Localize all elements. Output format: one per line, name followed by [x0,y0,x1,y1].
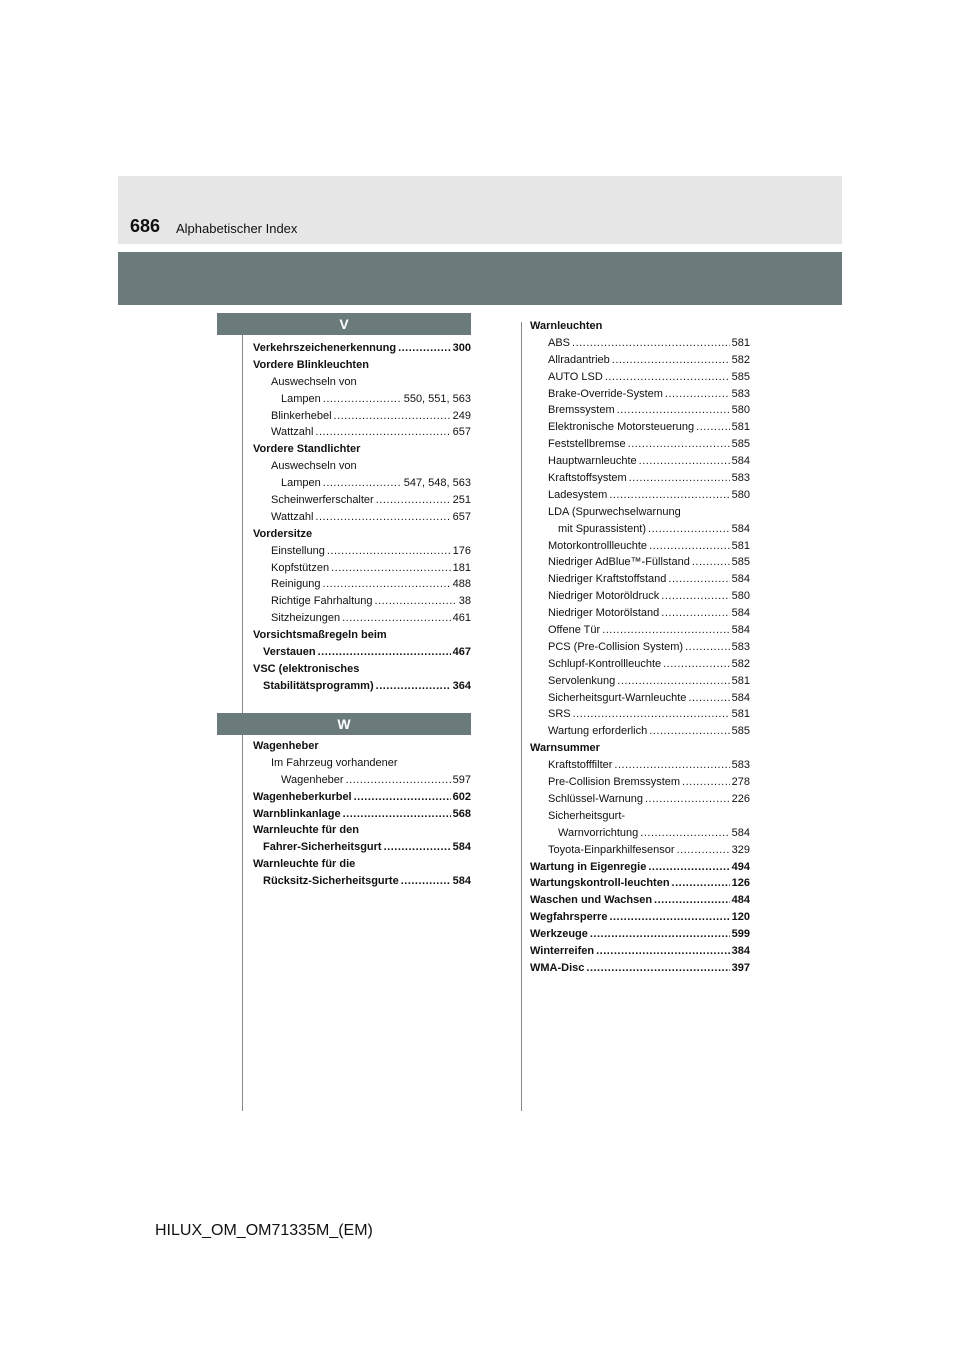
leader-dots [617,673,729,690]
leader-dots [323,576,451,593]
index-entry-page: 181 [452,561,471,574]
index-entry [530,842,750,859]
index-entry [530,588,750,605]
index-entry-term: Niedriger AdBlue™-Füllstand [548,556,690,569]
index-entry-term: Feststellbremse [548,438,626,451]
leader-dots [649,538,730,555]
index-entry [253,357,471,374]
index-entry-term: Auswechseln von [271,460,357,473]
leader-dots [586,960,729,977]
index-entry [530,706,750,723]
index-entry-term: Elektronische Motorsteuerung [548,421,695,434]
index-column-right [530,318,750,977]
index-entry [253,627,471,644]
index-entry [530,723,750,740]
index-entry-page: 585 [731,438,750,451]
leader-dots [572,335,730,352]
index-entry [530,926,750,943]
index-entry-term: Warnleuchte für den [253,824,359,837]
index-entry-term: Blinkerhebel [271,409,332,422]
index-entry [253,644,471,661]
index-entry-term: Auswechseln von [271,375,357,388]
index-entry-term: Niedriger Motorölstand [548,607,660,620]
index-entry [530,909,750,926]
leader-dots [342,610,451,627]
index-entry-term: Wartungskontroll-leuchten [530,877,670,890]
leader-dots [654,892,730,909]
index-entry-term: Wattzahl [271,510,314,523]
index-entry-page: 602 [452,790,471,803]
index-entry-page: 226 [731,792,750,805]
leader-dots [661,588,729,605]
leader-dots [668,571,729,588]
index-entry-term: Warnleuchten [530,320,603,332]
index-entry [253,441,471,458]
index-entry-page: 278 [731,776,750,789]
leader-dots [343,806,451,823]
leader-dots [640,825,729,842]
leader-dots [609,909,729,926]
section-banner [118,252,842,305]
leader-dots [346,772,451,789]
footer-code: HILUX_OM_OM71335M_(EM) [155,1222,373,1239]
index-entry-page: 657 [452,426,471,439]
index-entry-page: 585 [731,725,750,738]
index-entry [530,386,750,403]
index-entry [530,470,750,487]
index-entry-page: 384 [731,944,750,957]
index-entry-term: Wagenheberkurbel [253,790,352,803]
leader-dots [614,757,729,774]
index-entry-page: 176 [452,544,471,557]
index-entry [530,757,750,774]
index-entry-page: 581 [731,674,750,687]
index-entry-page: 583 [731,472,750,485]
index-entry-term: Warnblinkanlage [253,807,341,820]
index-entry-page: 584 [731,691,750,704]
index-entry [253,492,471,509]
leader-dots [334,408,451,425]
index-entry [530,943,750,960]
leader-dots [315,509,450,526]
index-entry-page: 581 [731,421,750,434]
leader-dots [323,475,402,492]
index-entry [530,335,750,352]
column-divider-right [521,322,522,1111]
index-entry [530,402,750,419]
index-entry [530,369,750,386]
index-entry-page: 580 [731,488,750,501]
index-entry-page: 584 [731,826,750,839]
index-entry-term: Lampen [281,477,321,490]
index-entry-page: 585 [731,556,750,569]
index-entry [530,318,750,335]
index-entry [530,571,750,588]
index-entry [530,673,750,690]
index-entry-term: WMA-Disc [530,961,585,974]
leader-dots [354,789,451,806]
index-entry-term: Vordersitze [253,527,313,540]
index-entry [530,791,750,808]
leader-dots [685,639,730,656]
index-entry-term: Kraftstoffsystem [548,472,627,485]
index-entry [253,543,471,560]
index-entry-page: 580 [731,404,750,417]
index-entry-term: Sicherheitsgurt-Warnleuchte [548,691,687,704]
index-entry-page: 584 [452,841,471,854]
leader-dots [692,554,730,571]
index-entry-term: Hauptwarnleuchte [548,455,637,468]
index-entry-page: 597 [452,773,471,786]
index-entry [253,873,471,890]
leader-dots [665,386,730,403]
leader-dots [375,593,457,610]
index-entry [530,774,750,791]
index-entry-term: Vordere Blinkleuchten [253,358,369,371]
index-entry-term: Reinigung [271,578,321,591]
index-entry-page: 467 [452,646,471,659]
leader-dots [609,487,729,504]
index-entry [253,408,471,425]
index-entry-term: Wagenheber [281,773,344,786]
leader-dots [590,926,730,943]
letter-header-w: W [217,713,471,735]
leader-dots [318,644,451,661]
index-entry [530,538,750,555]
index-entry-page: 584 [731,522,750,535]
leader-dots [331,560,451,577]
leader-dots [628,436,730,453]
index-entry [253,458,471,475]
leader-dots [612,352,730,369]
index-entry-term: Verkehrszeichenerkennung [253,342,397,354]
leader-dots [605,369,730,386]
index-entry [253,340,471,357]
index-entry-term: Schlüssel-Warnung [548,792,643,805]
index-entry-page: 581 [731,708,750,721]
index-entry [530,690,750,707]
index-entry-page: 582 [731,353,750,366]
index-entry-term: Richtige Fahrhaltung [271,595,373,608]
leader-dots [648,859,729,876]
index-entry-term: Warnleuchte für die [253,858,356,871]
index-entry [253,374,471,391]
page-number: 686 [130,216,161,236]
index-entry-term: Sitzheizungen [271,612,341,625]
index-entry-term: Niedriger Kraftstoffstand [548,573,667,586]
index-entry-page: 251 [452,494,471,507]
leader-dots [376,492,451,509]
index-entry-page: 547, 548, 563 [403,477,471,490]
index-entry [530,453,750,470]
index-entry [253,610,471,627]
index-entry-term: Im Fahrzeug vorhandener [271,756,398,769]
leader-dots [661,605,729,622]
index-entry-page: 585 [731,370,750,383]
leader-dots [617,402,730,419]
index-entry-page: 583 [731,640,750,653]
index-entry-page: 657 [452,510,471,523]
index-entry-term: Pre-Collision Bremssystem [548,776,681,789]
index-entry-term: Wagenheber [253,740,319,752]
index-entry [253,806,471,823]
index-entry [530,521,750,538]
index-entry-term: Sicherheitsgurt- [548,809,626,822]
index-entry-page: 584 [452,875,471,888]
index-entry-page: 126 [731,877,750,890]
leader-dots [648,521,730,538]
leader-dots [663,656,730,673]
index-entry-term: ABS [548,336,571,349]
index-entry-page: 397 [731,961,750,974]
index-entry-page: 584 [731,607,750,620]
index-entry-page: 583 [731,387,750,400]
index-entry-term: Winterreifen [530,944,595,957]
index-entry-term: Rücksitz-Sicherheitsgurte [263,875,399,888]
leader-dots [376,678,451,695]
index-entry [530,892,750,909]
index-entry-term: Ladesystem [548,488,608,501]
index-entry-page: 583 [731,759,750,772]
index-entry [530,740,750,757]
index-entry-term: Motorkontrollleuchte [548,539,648,552]
index-entry [253,391,471,408]
index-entry [530,859,750,876]
index-entry-term: SRS [548,708,571,721]
leader-dots [677,842,730,859]
index-entry-page: 484 [731,894,750,907]
leader-dots [688,690,729,707]
index-entry-term: Waschen und Wachsen [530,894,653,907]
index-entry-page: 584 [731,624,750,637]
index-entry-term: Servolenkung [548,674,616,687]
index-entry-page: 568 [452,807,471,820]
index-entry [253,678,471,695]
leader-dots [645,791,730,808]
index-entry-term: LDA (Spurwechselwarnung [548,505,681,518]
index-entry [253,576,471,593]
leader-dots [629,470,730,487]
index-entry-page: 584 [731,455,750,468]
leader-dots [323,391,402,408]
index-entry [530,419,750,436]
index-entry-term: Vordere Standlichter [253,443,361,456]
index-entry-term: AUTO LSD [548,370,603,383]
index-entry-term: Niedriger Motoröldruck [548,590,660,603]
index-entry-term: Wegfahrsperre [530,911,608,924]
index-entry [253,789,471,806]
index-entry-page: 329 [731,843,750,856]
index-entry-page: 488 [452,578,471,591]
index-entry-page: 300 [452,342,471,354]
leader-dots [602,622,729,639]
index-entry-page: 599 [731,928,750,941]
index-entry [253,593,471,610]
index-entry-term: Wartung erforderlich [548,725,648,738]
index-entry [530,808,750,825]
index-entry [253,526,471,543]
index-entry-term: Wattzahl [271,426,314,439]
index-entry [530,504,750,521]
index-entry [530,825,750,842]
index-entry-term: Lampen [281,392,321,405]
leader-dots [384,839,451,856]
index-entry [253,772,471,789]
index-entry-term: Verstauen [263,646,316,659]
index-entry-term: VSC (elektronisches [253,662,360,675]
index-entry [253,475,471,492]
leader-dots [672,875,730,892]
index-entry [530,487,750,504]
index-entry-term: Kopfstützen [271,561,330,574]
index-entry-page: 581 [731,539,750,552]
index-entry-term: Vorsichtsmaßregeln beim [253,629,387,642]
index-entry-term: Offene Tür [548,624,601,637]
index-entry-term: Fahrer-Sicherheitsgurt [263,841,382,854]
index-entry-page: 120 [731,911,750,924]
leader-dots [596,943,730,960]
index-entry-page: 580 [731,590,750,603]
leader-dots [649,723,729,740]
index-entry [253,822,471,839]
index-entry-page: 581 [731,336,750,349]
index-entry [253,839,471,856]
index-entry [530,352,750,369]
section-title: Alphabetischer Index [176,221,298,236]
index-entry-page: 364 [452,679,471,692]
leader-dots [682,774,730,791]
index-entry-term: Toyota-Einparkhilfesensor [548,843,675,856]
index-entry-page: 38 [458,595,471,608]
index-entry [253,856,471,873]
index-entry-term: Werkzeuge [530,928,588,941]
index-entry-term: Warnsummer [530,742,600,755]
index-entry-term: Brake-Override-System [548,387,663,400]
leader-dots [639,453,730,470]
index-entry-term: Warnvorrichtung [558,826,639,839]
index-entry-term: Scheinwerferschalter [271,494,374,507]
index-entry-term: PCS (Pre-Collision System) [548,640,684,653]
leader-dots [401,873,451,890]
index-entry-page: 550, 551, 563 [403,392,471,405]
index-entry-page: 249 [452,409,471,422]
index-entry-page: 584 [731,573,750,586]
index-entry [253,424,471,441]
index-entry-page: 461 [452,612,471,625]
index-entry-term: mit Spurassistent) [558,522,647,535]
index-entry [253,509,471,526]
index-entry-page: 494 [731,860,750,873]
index-entry-term: Bremssystem [548,404,615,417]
index-entry [253,661,471,678]
index-entry [253,738,471,755]
leader-dots [573,706,730,723]
index-entry [253,755,471,772]
leader-dots [315,424,450,441]
leader-dots [696,419,730,436]
index-column-w [253,738,471,890]
index-entry [530,622,750,639]
leader-dots [327,543,451,560]
index-entry [530,605,750,622]
index-entry-page: 582 [731,657,750,670]
index-entry-term: Stabilitätsprogramm) [263,679,374,692]
index-entry-term: Einstellung [271,544,325,557]
index-entry [530,875,750,892]
index-entry [530,656,750,673]
index-entry-term: Kraftstofffilter [548,759,613,772]
index-entry [530,960,750,977]
index-entry-term: Schlupf-Kontrollleuchte [548,657,662,670]
letter-header-v: V [217,313,471,335]
index-entry [530,436,750,453]
leader-dots [398,340,451,357]
index-entry [253,560,471,577]
index-column-v [253,340,471,695]
index-entry-term: Allradantrieb [548,353,610,366]
index-entry [530,554,750,571]
index-entry-term: Wartung in Eigenregie [530,860,647,873]
index-entry [530,639,750,656]
